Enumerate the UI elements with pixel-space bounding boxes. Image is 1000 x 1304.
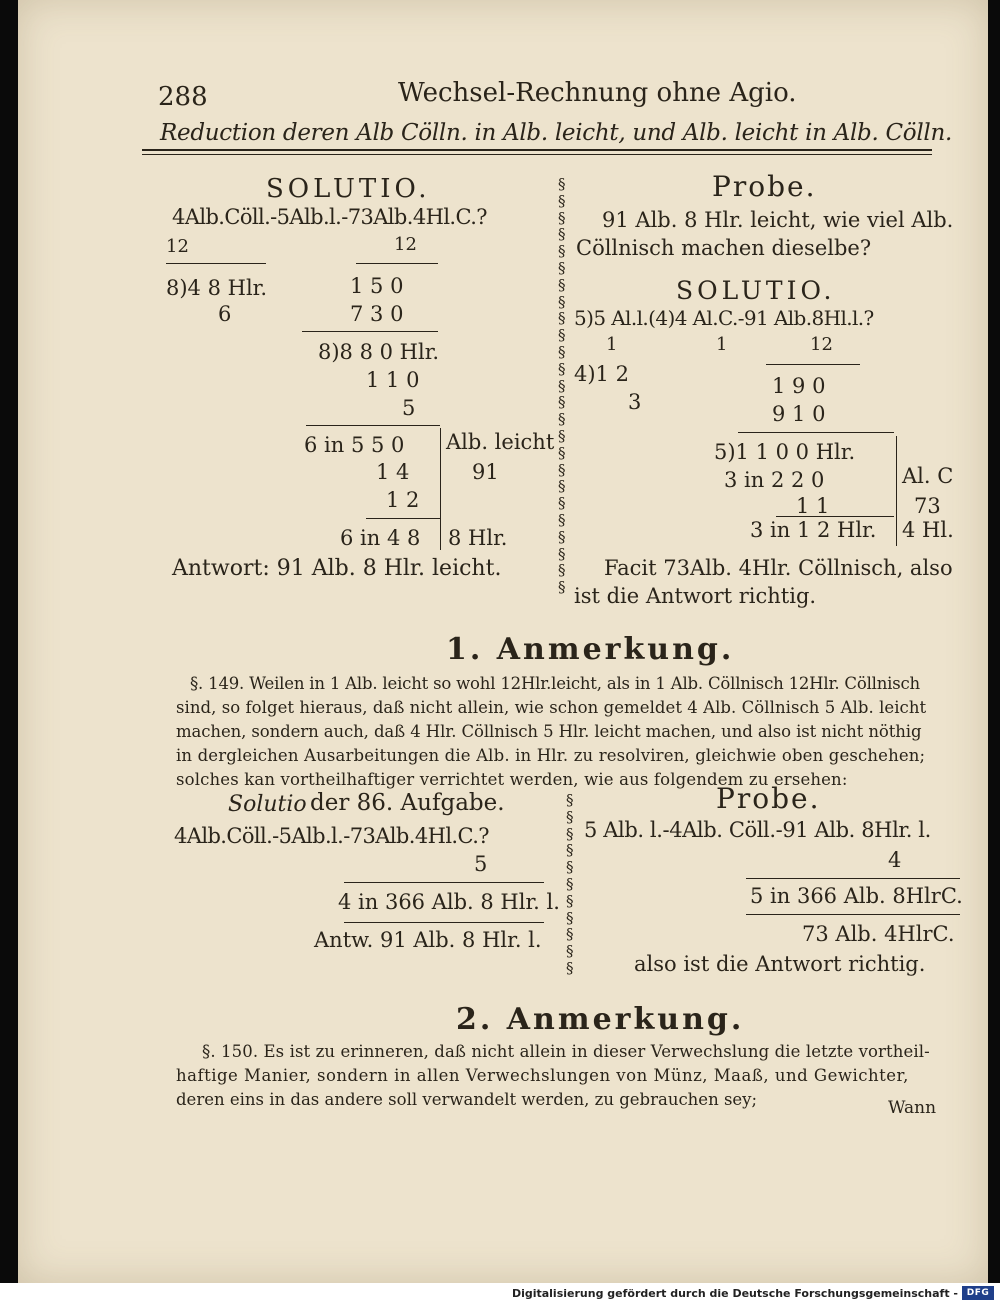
header-rule-thin [142,154,932,155]
page-subtitle: Reduction deren Alb Cölln. in Alb. leicht, und Alb. leicht in Alb. Cölln. [160,120,952,146]
running-title: Wechsel-Rechnung ohne Agio. [398,78,797,108]
left-5: 5 [402,396,416,420]
rule [306,425,440,426]
left-6in550: 6 in 5 5 0 [304,433,405,457]
anmerkung-1-line-5: solches kan vortheilhaftiger verrichtet werden, wie aus folgendem zu ersehen: [176,770,848,789]
left-110: 1 1 0 [366,368,420,392]
right-3in220: 3 in 2 2 0 [724,468,825,492]
left-8-48: 8)4 8 Hlr. [166,276,268,300]
right-11: 1 1 [796,494,830,518]
rule [766,364,860,365]
probe2-also: also ist die Antwort richtig. [634,952,926,976]
left-12b: 12 [394,234,417,255]
anmerkung-1-line-3: machen, sondern auch, daß 4 Hlr. Cöllnisch 5 Hlr. leicht machen, und also ist nicht nöthig [176,722,922,741]
left-14: 1 4 [376,460,410,484]
right-190: 1 9 0 [772,374,826,398]
section-sign-divider-upper: § § § § § § § § § § § § § § § § § § § § § § § § § [558,175,566,597]
left-problem: 4Alb.Cöll.-5Alb.l.-73Alb.4Hl.C.? [172,205,487,229]
right-question-2: Cöllnisch machen dieselbe? [576,236,872,260]
anmerkung-2-line-2: haftige Manier, sondern in allen Verwechslungen von Münz, Maaß, und Gewichter, [176,1066,909,1085]
left-solutio-heading: SOLUTIO. [266,174,431,204]
right-problem: 5)5 Al.l.(4)4 Al.C.-91 Alb.8Hl.l.? [574,306,874,330]
anmerkung-2-heading: 2. Anmerkung. [456,1002,745,1037]
rule [166,263,266,264]
header-rule-thick [142,149,932,151]
anmerkung-2-line-1: §. 150. Es ist zu erinneren, daß nicht allein in dieser Verwechslung die letzte vortheil- [202,1042,930,1061]
left-730: 7 3 0 [350,302,404,326]
right-solutio-heading: SOLUTIO. [676,276,836,305]
rule [302,331,438,332]
rule [344,882,544,883]
probe2-line366: 5 in 366 Alb. 8HlrC. [750,884,963,908]
right-73: 73 [914,494,941,518]
rule [366,518,440,519]
solutio86-five: 5 [474,852,488,876]
solutio86-answer: Antw. 91 Alb. 8 Hlr. l. [314,928,542,952]
right-4hl: 4 Hl. [902,518,954,542]
right-facit-2: ist die Antwort richtig. [574,584,817,608]
section-sign-divider-lower: § § § § § § § § § § § [566,791,574,977]
left-8-880: 8)8 8 0 Hlr. [318,340,440,364]
rule [344,922,544,923]
right-1a: 1 [606,334,618,355]
solutio86-problem: 4Alb.Cöll.-5Alb.l.-73Alb.4Hl.C.? [174,824,489,848]
right-12: 12 [810,334,833,355]
anmerkung-2-line-3: deren eins in das andere soll verwandelt werden, zu gebrauchen sey; [176,1090,758,1109]
solutio86-title: der 86. Aufgabe. [310,790,505,816]
left-6: 6 [218,302,232,326]
rule [738,432,894,433]
probe2-heading: Probe. [716,782,821,815]
right-3in12: 3 in 1 2 Hlr. [750,518,877,542]
rule [896,436,897,546]
right-question-1: 91 Alb. 8 Hlr. leicht, wie viel Alb. [602,208,954,232]
anmerkung-1-line-1: §. 149. Weilen in 1 Alb. leicht so wohl 12Hlr.leicht, als in 1 Alb. Cöllnisch 12Hlr. Cöllnisch [190,674,920,693]
rule [776,516,894,517]
rule [746,914,960,915]
footer-text: Digitalisierung gefördert durch die Deutsche Forschungsgemeinschaft - [511,1287,958,1300]
rule [746,878,960,879]
left-12a: 12 [166,236,189,257]
page-number: 288 [158,82,208,112]
digitization-footer [0,1283,1000,1304]
probe2-problem: 5 Alb. l.-4Alb. Cöll.-91 Alb. 8Hlr. l. [584,818,931,842]
anmerkung-1-line-4: in dergleichen Ausarbeitungen die Alb. in Hlr. zu resolviren, gleichwie oben geschehen; [176,746,926,765]
right-alc: Al. C [902,464,954,488]
right-probe-heading: Probe. [712,170,817,203]
right-5-1100: 5)1 1 0 0 Hlr. [714,440,856,464]
right-910: 9 1 0 [772,402,826,426]
left-12c: 1 2 [386,488,420,512]
right-4-12: 4)1 2 [574,362,629,386]
left-8hlr: 8 Hlr. [448,526,508,550]
anmerkung-1-heading: 1. Anmerkung. [446,632,735,667]
left-91: 91 [472,460,499,484]
right-facit-1: Facit 73Alb. 4Hlr. Cöllnisch, also [604,556,953,580]
left-150: 1 5 0 [350,274,404,298]
probe2-four: 4 [888,848,902,872]
left-answer: Antwort: 91 Alb. 8 Hlr. leicht. [172,556,502,581]
rule [440,428,441,550]
left-alb-leicht: Alb. leicht [446,430,555,454]
right-3: 3 [628,390,642,414]
anmerkung-1-line-2: sind, so folget hieraus, daß nicht allein, wie schon gemeldet 4 Alb. Cöllnisch 5 Alb. leicht [176,698,927,717]
solutio86-line366: 4 in 366 Alb. 8 Hlr. l. [338,890,560,914]
probe2-result: 73 Alb. 4HlrC. [802,922,955,946]
right-1b: 1 [716,334,728,355]
rule [356,263,438,264]
catchword: Wann [888,1098,937,1118]
left-6in48: 6 in 4 8 [340,526,421,550]
dfg-logo: DFG [962,1286,994,1300]
solutio86-title-italic: Solutio [228,792,307,817]
